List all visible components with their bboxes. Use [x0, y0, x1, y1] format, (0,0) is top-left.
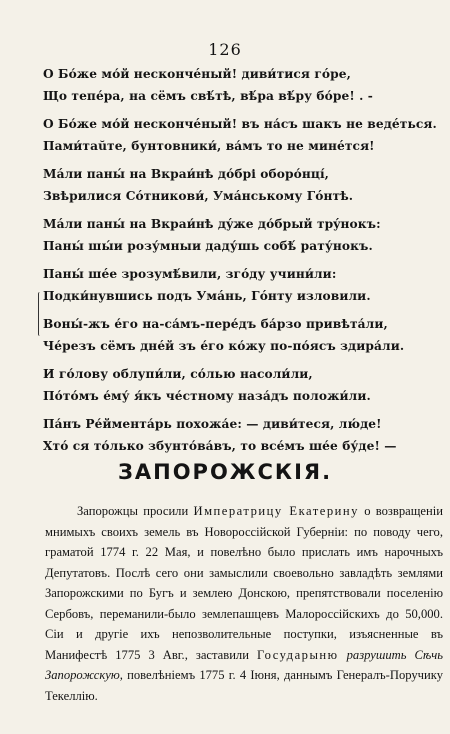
verse-line: Мáли паны́ на Вкраи́нѣ дýже до́брый трýнокъ: — [43, 217, 381, 231]
verse-line: Пами́таŭте, бунтовники́, ва́мъ то не минéтся! — [43, 138, 375, 153]
verse-line: Мáли паны́ на Вкраи́нѣ до́брі оборо́нці́, — [43, 167, 330, 181]
verse-line: Звѣрилися Сóтникови́, Умáнському Гóнтѣ. — [43, 188, 354, 203]
prose-text-smallcaps: Государыню — [256, 647, 339, 662]
verse-line: О Бо́же мо́й нескончéный! диви́тися гóре, — [43, 67, 351, 81]
verse-line: Що тепе́ра, на сёмъ свѣ́тѣ, вѣ́ра вѣ́ру бо́ре! . - — [43, 88, 373, 103]
stanza — [43, 364, 438, 407]
verse-line: По́то́мъ е́му́ я́къ че́стному наза́дъ положи́ли. — [43, 388, 371, 403]
stanza — [43, 164, 438, 207]
prose-text — [339, 648, 347, 662]
section-title: ЗАПОРОЖСКІЯ. — [117, 460, 333, 484]
verse-line: О Бо́же мо́й нескончéный! въ на́съ шакъ не ведéться. — [43, 117, 437, 131]
prose-paragraph — [45, 501, 443, 706]
page-number: 126 — [208, 40, 242, 59]
prose-text-italic: разрушить Сѣчь Запорожскую, — [45, 647, 444, 682]
prose-text-smallcaps: Императрицу Екатерину — [193, 504, 359, 518]
stanza — [43, 64, 438, 107]
stanza — [43, 114, 438, 157]
prose-text: о возвращеніи мнимыхъ своихъ земель въ Новороссійской Губерніи: по поводу чего, граматой 1774 г. 22 Мая, и повелѣно было прислать имъ нарочныхъ Депутатовъ. Послѣ сего они замыслили своевольно завладѣть землями Запорожскими по Бугъ и землею Донскою, препятствовали поселенію Сербовъ, переманили-было землепашцевъ Малороссійскихъ до 50,000. Сіи и другіе ихъ непозволительные поступки, изъясненные въ Манифестѣ 1775 3 Авг., заставили — [45, 504, 444, 662]
stanza — [43, 264, 438, 307]
verse-line: Подки́нувшись подъ Умáнь, Гóнту изловили. — [43, 288, 371, 303]
stanza — [43, 214, 438, 257]
verse-block — [43, 64, 438, 464]
verse-line: Хто́ ся то́лько збунто́ва́въ, то все́мъ ше́е бу́де! — — [43, 438, 397, 453]
stanza — [43, 414, 438, 457]
stanza — [43, 314, 438, 357]
verse-line: Паны́ шéе зрозумѣ́вили, згóду учини́ли: — [43, 267, 337, 281]
verse-line: И го́лову облупи́ли, со́лью насоли́ли, — [43, 367, 313, 381]
verse-line: Воны́-жъ е́го на-са́мъ-пере́дъ ба́рзо привѣта́ли, — [43, 317, 388, 331]
prose-text: повелѣніемъ 1775 г. 4 Іюня, даннымъ Генералъ-Поручику Текеллію. — [45, 668, 443, 703]
prose-text: Запорожцы просили — [77, 504, 194, 518]
verse-line: Паны́ шы́и розу́мныи даду́шь собѣ́ рату́нокъ. — [43, 238, 373, 253]
verse-line: Че́резъ сёмъ днéй зъ е́го ко́жу по-по́ясъ здира́ли. — [43, 338, 405, 353]
verse-line: Па́нъ Ре́ймента́рь похожа́е: — диви́теся, лю́де! — [43, 417, 382, 431]
